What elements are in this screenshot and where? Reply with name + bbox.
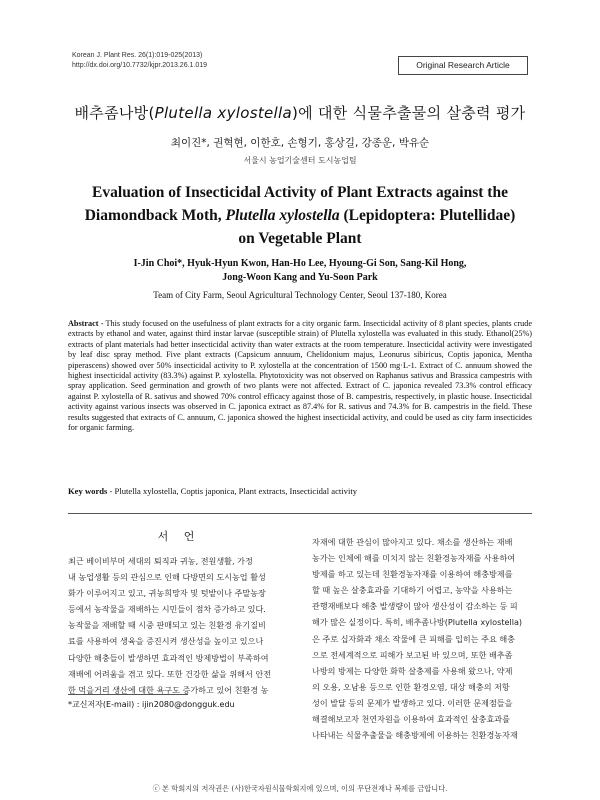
body-line: 화가 이루어지고 있고, 귀농희망자 및 텃밭이나 주말농장 (68, 588, 266, 599)
body-line: 료를 사용하여 생육을 증진시켜 생산성을 높이고 있으나 (68, 636, 264, 647)
korean-title-suffix: )에 대한 식물추출물의 살충력 평가 (291, 104, 526, 122)
body-line: 내 농업생활 등의 관심으로 인해 다방면의 도시농업 활성 (68, 572, 266, 583)
english-title-line2-suffix: (Lepidoptera: Plutellidae) (339, 207, 516, 224)
english-title-line3: on Vegetable Plant (238, 230, 362, 247)
left-column (68, 553, 290, 698)
body-line: 성이 발달 등의 문제가 발생하고 있다. 이러한 문제점들을 (312, 697, 513, 708)
english-title-line2-prefix: Diamondback Moth, (84, 207, 226, 224)
english-title-line2 (60, 204, 540, 227)
body-line: 등에서 농작물을 재배하는 시민들이 점차 증가하고 있다. (68, 604, 266, 615)
english-authors-line1: I-Jin Choi*, Hyuk-Hyun Kwon, Han-Ho Lee, Hyoung-Gi Son, Sang-Kil Hong, (133, 258, 467, 269)
corresponding-author-footnote: *교신저자(E-mail) : ijin2080@dongguk.edu (68, 700, 235, 709)
english-affiliation: Team of City Farm, Seoul Agricultural Technology Center, Seoul 137-180, Korea (153, 290, 447, 300)
body-line: 최근 베이비부머 세대의 퇴직과 귀농, 전원생활, 가정 (68, 556, 253, 566)
right-column (312, 534, 534, 743)
english-authors-line2: Jong-Woon Kang and Yu-Soon Park (222, 272, 378, 283)
body-line: 농가는 인체에 해를 미치지 않는 친환경농자재를 사용하여 (312, 553, 516, 564)
korean-authors: 최이진*, 권혁현, 이한호, 손형기, 홍상길, 강종운, 박유순 (170, 137, 430, 149)
keywords (68, 486, 532, 496)
body-line: 할 때 높은 살충효과를 기대하기 어렵고, 농약을 사용하는 (312, 585, 513, 596)
body-line: 다양한 해충들이 발생하면 효과적인 방제방법이 부족하여 (68, 652, 269, 663)
body-line: 해가 많은 실정이다. 특히, 배추좀나방(Plutella xylostella) (312, 617, 523, 628)
abstract (68, 319, 532, 433)
body-line: 나타내는 식물추출물을 해충방제에 이용하는 친환경농자재 (312, 730, 518, 741)
section-title: 서 언 (157, 530, 201, 543)
body-line: 으로 전세계적으로 피해가 보고된 바 있으며, 또한 배추좀 (312, 649, 513, 660)
body-line: 농작물을 재배할 때 시중 판매되고 있는 친환경 유기질비 (68, 620, 266, 631)
korean-title (60, 102, 540, 123)
abstract-text: - This study focused on the usefulness of plant extracts for a city organic farm. Insecticidal activity of 8 plant species, plants crude extracts by ethanol and water, against third instar larvae (susceptible strain) of Plutella xylostella was evaluated in this study. Ethanol(25%) extracts of plant materials had better insecticidal activity than water extracts at the room temperature. Insecticidal activity were investigated by leaf disc spray method. Five plant extracts (Capsicum annuum, Chelidonium majus, Leonurus sibiricus, Coptis japonica, Mentha piperascens) showed over 50% insecticidal activity to P. xylostella at the concentration of 1500 mg·L-1. Extract of C. annuum showed the highest insecticidal activity (83.3%) against P. xylostella. Phytotoxicity was not observed on Raphanus sativus and Brassica campestris with spray application. Seed germination and growth of two plants were not affected. Extract of C. japonica revealed 73.3% control efficacy against P. xylostella of R. sativus and showed 70% control efficacy against those of B. campestris, respectively, in plastic house. Insecticidal activity against various insects was observed in C. japonica extract as 87.4% for R. sativus and 74.3% for B. campestris in the field. These results suggested that extracts of C. annuum, C. japonica showed the highest insecticidal activity, and could be used as city farm insecticides for organic farming. (68, 319, 532, 433)
keywords-label: Key words (68, 486, 108, 496)
journal-header (72, 51, 207, 71)
english-title (60, 181, 540, 250)
copyright-notice: ⓒ 본 학회지의 저작권은 (사)한국자원식물학회지에 있으며, 이의 무단전재나 복제를 금합니다. (152, 784, 448, 793)
body-line: 자재에 대한 관심이 많아지고 있다. 채소를 생산하는 재배 (312, 537, 513, 547)
footnote-divider (68, 694, 188, 695)
body-line: 재배에 어려움을 겪고 있다. 또한 건강한 삶을 위해서 안전 (68, 668, 271, 679)
doi-link[interactable]: http://dx.doi.org/10.7732/kjpr.2013.26.1.019 (72, 62, 208, 69)
keywords-text: - Plutella xylostella, Coptis japonica, Plant extracts, Insecticidal activity (107, 486, 358, 496)
english-title-line1: Evaluation of Insecticidal Activity of Plant Extracts against the (92, 184, 508, 201)
body-line: 한 먹을거리 생산에 대한 욕구도 증가하고 있어 친환경 농 (68, 684, 269, 695)
english-title-species: Plutella xylostella (225, 207, 340, 224)
korean-affiliation: 서울시 농업기술센터 도시농업팀 (243, 156, 357, 165)
korean-title-prefix: 배추좀나방( (74, 104, 155, 122)
body-line: 은 주로 십자화과 채소 작물에 큰 피해를 입히는 주요 해충 (312, 633, 515, 644)
abstract-label: Abstract (68, 319, 99, 328)
journal-citation: Korean J. Plant Res. 26(1):019-025(2013) (72, 52, 203, 59)
section-divider (68, 513, 532, 514)
korean-title-species: Plutella xylostella (154, 104, 292, 122)
body-line: 나방의 방제는 다양한 화학 살충제를 사용해 왔으나, 약제 (312, 665, 513, 676)
body-line: 방제를 하고 있는데 친환경농자재를 이용하여 해충방제를 (312, 569, 513, 580)
body-line: 의 오용, 오남용 등으로 인한 환경오염, 대상 해충의 저항 (312, 681, 510, 692)
body-line: 관행재배보다 해충 발생량이 많아 생산성이 감소하는 등 피 (312, 601, 518, 612)
article-type-badge: Original Research Article (398, 56, 528, 75)
english-authors (60, 257, 540, 285)
body-line: 해결해보고자 천연자원을 이용하여 효과적인 살충효과를 (312, 714, 510, 725)
